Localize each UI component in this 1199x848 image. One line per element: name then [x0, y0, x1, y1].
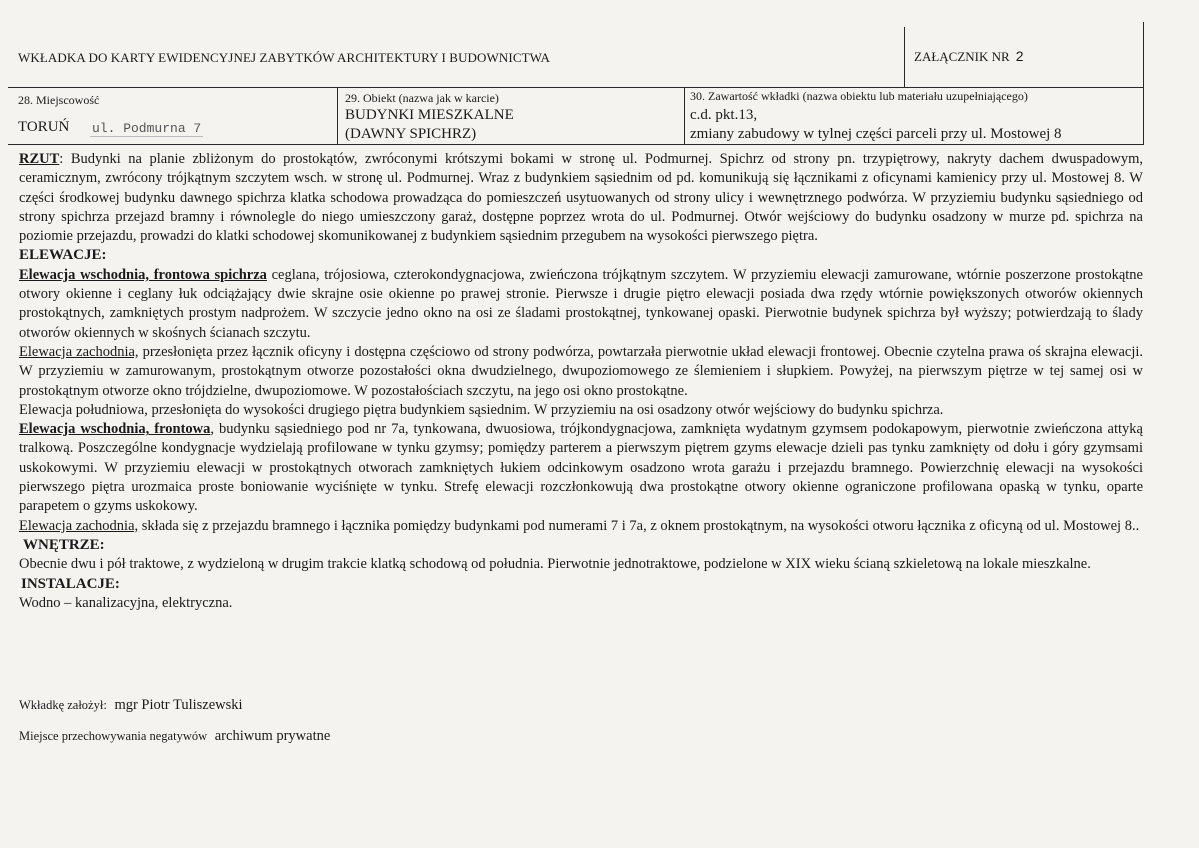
elevation-west-7a-label: Elewacja zachodnia, — [19, 517, 139, 534]
author-label: Wkładkę założył: — [19, 698, 107, 712]
address-stamp: ul. Podmurna 7 — [92, 121, 202, 136]
negatives-value: archiwum prywatne — [214, 728, 331, 744]
cell-divider-1 — [337, 88, 338, 144]
form-title: WKŁADKA DO KARTY EWIDENCYJNEJ ZABYTKÓW ARCHITEKTURY I BUDOWNICTWA — [18, 50, 551, 65]
attachment-number — [914, 48, 1023, 65]
negatives-label: Miejsce przechowywania negatywów — [19, 729, 208, 743]
content-line2: zmiany zabudowy w tylnej części parceli przy ul. Mostowej 8 — [690, 126, 1062, 142]
elevation-east-7a-paragraph — [19, 420, 1143, 516]
cell-divider-2 — [684, 88, 685, 144]
elevation-east-label: Elewacja wschodnia, frontowa spichrza — [19, 266, 267, 283]
instalacje-text: Wodno – kanalizacyjna, elektryczna. — [19, 594, 233, 611]
rzut-text: : Budynki na planie zbliżonym do prostokątów, zwróconymi krótszymi bokami w stronę ul. Podmurnej. Spichrz od strony pn. trzypiętrowy, nakryty dachem dwuspadowym, ceramicznym, zwrócony trójkątnym szczytem wsch. w stronę ul. Podmurnej. Wraz z budynkiem sąsiednim od pd. komunikują się łącznikami z oficynami kamienicy przy ul. Mostowej 8. W części środkowej budynku dawnego spichrza klatka schodowa prowadząca do pomieszczeń usytuowanych od strony ulicy i wewnętrznego podwórza. W przyziemiu budynku sąsiedniego od strony spichrza przejazd bramny i równolegle do niego umieszczony garaż, dostępne poprzez wrota do ul. Podmurnej. Otwór wejściowy do budynku osadzony w murze pd. spichrza na poziomie przejazdu, prowadzi do klatki schodowej skomunikowanej z budynkiem sąsiednim przegubem na wysokości pierwszego piętra. — [19, 151, 1143, 245]
instalacje-heading: INSTALACJE: — [21, 575, 120, 592]
negatives-line — [19, 728, 330, 745]
elevation-west-text: przesłonięta przez łącznik oficyny i dostępna częściowo od strony podwórza, powtarzała pierwotnie układ elewacji frontowej. Obecnie czytelna prawa oś skrajna elewacji. W przyziemiu w zamurowanym, prostokątnym otworze pozostałości okna dwudzielnego, dwupoziomowego ze ślemieniem i słupkiem. Powyżej, na pierwszym piętrze w tej samej osi w prostokątnym otworze okno trójdzielne, dwupoziomowe. W pozostałościach szczytu, na jego osi okno prostokątne. — [19, 343, 1144, 399]
fields-bottom-rule — [8, 144, 1144, 145]
wnetrze-text: Obecnie dwu i pół traktowe, z wydzieloną w drugim trakcie klatką schodową od południa. Pierwotnie jednotraktowe, podzielone w XIX wieku ścianą szkieletową na lokale mieszkalne. — [19, 556, 1091, 573]
content-label: 30. Zawartość wkładki (nazwa obiektu lub materiału uzupełniającego) — [690, 89, 1028, 103]
content-line1: c.d. pkt.13, — [690, 107, 758, 123]
elevation-west-paragraph — [19, 343, 1143, 401]
object-label: 29. Obiekt (nazwa jak w karcie) — [345, 91, 499, 105]
elevation-east-text: ceglana, trójosiowa, czterokondygnacjowa, zwieńczona trójkątnym szczytem. W przyziemiu elewacji zamurowane, wtórnie poszerzone prostokątne otwory okienne i ceglany łuk odciążający dwie skrajne osie okienne po prawej stronie. Pierwsze i drugie piętro elewacji posiada dwa rzędy wtórnie powiększonych otworów okiennych prostokątnych, zamkniętych prostym nadprożem. W szczycie jedno okno na osi ze śladami prostokątnej, tynkowanej opaski. Pierwotnie budynek spichrza był wyższy; potwierdzają to ślady otworów okiennych w skośnych ścianach szczytu. — [19, 266, 1143, 341]
wnetrze-heading: WNĘTRZE: — [23, 536, 105, 553]
elewacje-heading: ELEWACJE: — [19, 247, 107, 264]
elevation-south-paragraph: Elewacja południowa, przesłonięta do wysokości drugiego piętra budynkiem sąsiednim. W przyziemiu na osi osadzony otwór wejściowy do budynku spichrza. — [19, 401, 944, 418]
locality-value: TORUŃ — [18, 119, 70, 135]
elevation-east-paragraph — [19, 266, 1143, 343]
header-divider — [904, 27, 905, 87]
object-line1: BUDYNKI MIESZKALNE — [345, 107, 514, 123]
elevation-west-7a-paragraph — [19, 517, 1143, 536]
elevation-east-7a-label: Elewacja wschodnia, frontowa — [19, 421, 211, 438]
author-line — [19, 697, 243, 714]
rzut-label: RZUT — [19, 151, 60, 167]
elevation-west-7a-text: składa się z przejazdu bramnego i łącznika pomiędzy budynkami pod numerami 7 i 7a, z oknem prostokątnym, na wysokości otworu łącznika z oficyną od ul. Mostowej 8.. — [138, 517, 1140, 534]
elevation-east-7a-text: , budynku sąsiedniego pod nr 7a, tynkowana, dwuosiowa, trójkondygnacjowa, zamknięta wydatnym gzymsem podokapowym, pierwotnie zwieńczona attyką tralkową. Poszczególne kondygnacje wydzielają profilowane w tynku gzymsy; pomiędzy parterem a pierwszym piętrem gzyms elewacje dzieli pas tynku zamknięty od dołu i góry gzymsami uskokowymi. W przyziemiu elewacji w prostokątnych otworach zamkniętych łukiem odcinkowym osadzono wrota garażu i przejazdu bramnego. Powierzchnię elewacji na wysokości pierwszego piętra urozmaica proste boniowanie wyciśnięte w tynku. Strefę elewacji rozczłonkowują dwa prostokątne otwory okienne ograniczone profilowana opaską w tynku, oparte parapetem o gzyms uskokowy. — [19, 421, 1143, 515]
rzut-paragraph — [19, 150, 1143, 246]
author-value: mgr Piotr Tuliszewski — [114, 697, 243, 713]
description-body — [19, 150, 1143, 613]
locality-label: 28. Miejscowość — [18, 93, 100, 107]
elevation-west-label: Elewacja zachodnia, — [19, 343, 139, 360]
attachment-value: 2 — [1015, 48, 1024, 64]
attachment-label: ZAŁĄCZNIK NR — [914, 49, 1010, 64]
right-border — [1143, 22, 1144, 145]
header-bottom-rule — [8, 87, 1144, 88]
object-line2: (DAWNY SPICHRZ) — [345, 126, 477, 142]
